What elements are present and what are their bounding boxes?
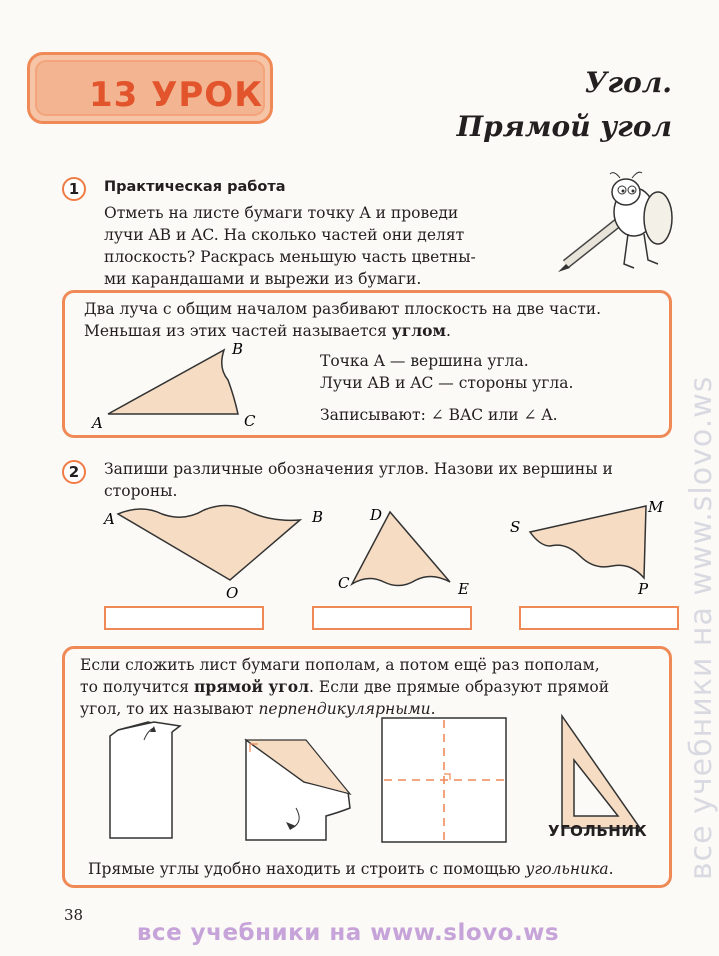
task2-number: 2 bbox=[62, 460, 86, 484]
lesson-label: 13 УРОК bbox=[89, 75, 263, 115]
page-title-line1: Угол. bbox=[584, 66, 672, 99]
task1-heading: Практическая работа bbox=[104, 179, 286, 195]
task2-line1: Запиши различные обозначения углов. Назови их вершины и bbox=[104, 460, 613, 478]
label-b2: B bbox=[312, 508, 324, 526]
task1-number: 1 bbox=[62, 177, 86, 201]
rule1-line2-end: . bbox=[445, 322, 451, 340]
rule2-line3-text: угол, то их называют bbox=[80, 700, 259, 718]
answer-field-1[interactable] bbox=[104, 606, 264, 630]
angle-bac-figure bbox=[88, 338, 268, 436]
rule1-line1: Два луча с общим началом разбивают плоскость на две части. bbox=[84, 300, 602, 318]
answer-field-3[interactable] bbox=[519, 606, 679, 630]
rule2-term: прямой угол bbox=[194, 677, 310, 696]
set-square-label: УГОЛЬНИК bbox=[548, 822, 648, 840]
label-a: A bbox=[92, 414, 103, 432]
label-o: O bbox=[226, 584, 239, 602]
rule1-vertex: Точка A — вершина угла. bbox=[320, 352, 529, 370]
rule1-term: углом bbox=[391, 321, 446, 340]
label-c: C bbox=[244, 412, 256, 430]
rule2-footer bbox=[88, 858, 614, 880]
rule2-line2-text: то получится bbox=[80, 678, 195, 696]
task1-line: ми карандашами и вырежи из бумаги. bbox=[104, 270, 422, 288]
bug-illustration bbox=[548, 168, 688, 280]
label-a2: A bbox=[104, 510, 115, 528]
task1-line: плоскость? Раскрась меньшую часть цветны- bbox=[104, 248, 476, 266]
label-c2: C bbox=[338, 574, 350, 592]
label-p: P bbox=[638, 580, 649, 598]
rule2-line2 bbox=[80, 676, 609, 698]
rule1-line2-text: Меньшая из этих частей называется bbox=[84, 322, 392, 340]
bottom-watermark: все учебники на www.slovo.ws bbox=[136, 920, 560, 946]
label-e: E bbox=[458, 580, 469, 598]
label-b: B bbox=[232, 340, 244, 358]
answer-field-2[interactable] bbox=[312, 606, 472, 630]
page-title-line2: Прямой угол bbox=[456, 110, 672, 143]
label-d: D bbox=[370, 506, 383, 524]
rule2-footer-text: Прямые углы удобно находить и строить с помощью bbox=[88, 860, 526, 878]
task1-line: Отметь на листе бумаги точку A и проведи bbox=[104, 204, 459, 222]
lesson-badge bbox=[27, 52, 273, 124]
rule2-footer-term: угольника bbox=[525, 860, 609, 878]
task1-text bbox=[104, 202, 476, 290]
label-m: M bbox=[648, 498, 664, 516]
rule2-line3-end: . bbox=[430, 700, 436, 718]
rule2-line2-end: . Если две прямые образуют прямой bbox=[309, 678, 610, 696]
rule2-line1: Если сложить лист бумаги пополам, а потом ещё раз пополам, bbox=[80, 656, 600, 674]
rule1-sides: Лучи AB и AC — стороны угла. bbox=[320, 374, 574, 392]
side-watermark: все учебники на www.slovo.ws bbox=[684, 375, 719, 880]
task2-line2: стороны. bbox=[104, 482, 178, 500]
task2-angles bbox=[100, 500, 680, 600]
rule2-italic-term: перпендикулярными bbox=[258, 700, 431, 718]
rule2-footer-end: . bbox=[608, 860, 614, 878]
rule1-notation: Записывают: ∠ BAC или ∠ A. bbox=[320, 406, 558, 424]
page-number: 38 bbox=[64, 906, 84, 924]
task1-line: лучи AB и AC. На сколько частей они делят bbox=[104, 226, 465, 244]
label-s: S bbox=[510, 518, 521, 536]
